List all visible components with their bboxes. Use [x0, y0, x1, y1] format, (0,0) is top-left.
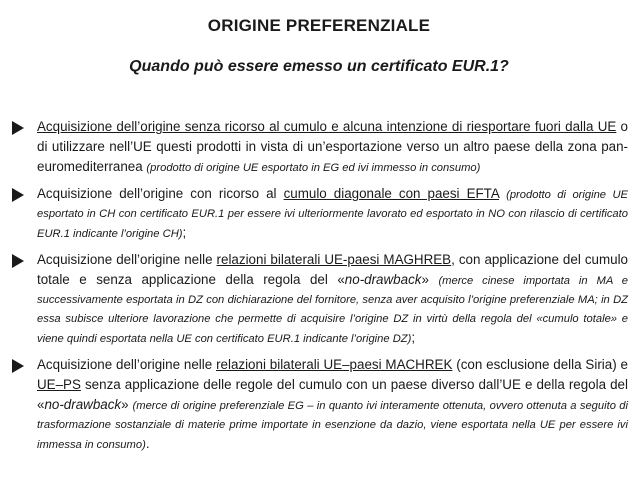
item-2-underlined-text: cumulo diagonale con paesi EFTA: [283, 186, 500, 201]
item-2-note: (prodotto di origine UE esportato in CH con certificato EUR.1 per essere ivi ulteriormente lavorato ed esportato in NO con rilascio di certificato EUR.1 indicante l’origine CH): [37, 189, 628, 240]
item-4-italic-term: no-drawback: [44, 397, 122, 412]
item-4-end: .: [145, 436, 150, 451]
arrow-right-icon: [12, 121, 24, 135]
bullet-item-3: [10, 250, 628, 348]
item-3-text-2: , con applicazione del cumulo totale e senza applicazione della regola del «: [37, 252, 628, 287]
arrow-right-icon: [12, 254, 24, 268]
bullet-item-4: [10, 355, 628, 454]
item-1-note: (prodotto di origine UE esportato in EG ed ivi immesso in consumo): [146, 162, 481, 174]
item-3-end: ;: [411, 330, 416, 345]
bullet-item-2: [10, 184, 628, 243]
item-2-text: Acquisizione dell’origine con ricorso al: [37, 186, 284, 201]
item-4-text: Acquisizione dell’origine nelle: [37, 357, 217, 372]
item-3-note: (merce cinese importata in MA e successivamente esportata in DZ con dichiarazione del fornitore, senza aver acquisito l’origine preferenziale MA; in DZ essa subisce ulteriore lavorazione che permette di acquisire l’origine DZ in virtù della regola del «cumulo totale» e viene quindi esportata nella UE con certificato EUR.1 indicante l’origine DZ): [37, 275, 629, 345]
item-2-end: ;: [182, 225, 187, 240]
item-4-text-3: senza applicazione delle regole del cumulo con un paese diverso dall’UE e della regola del «: [37, 377, 628, 412]
arrow-right-icon: [12, 188, 24, 202]
item-4-note: (merce di origine preferenziale EG – in quanto ivi interamente ottenuta, ovvero ottenuta a seguito di trasformazione sostanziale di materie prime importate in esenzione da dazio, viene esportata nella UE per essere ivi immessa in consumo): [37, 400, 628, 451]
item-3-italic-term: no-drawback: [344, 272, 422, 287]
item-4-underlined-text-2: UE–PS: [37, 377, 81, 392]
bullet-list: [10, 117, 628, 461]
item-3-text-3: »: [421, 272, 439, 287]
item-4-text-2: (con esclusione della Siria) e: [452, 357, 628, 372]
item-1-underlined-text: Acquisizione dell’origine senza ricorso al cumulo e alcuna intenzione di riesportare fuori dalla UE: [37, 119, 617, 134]
item-4-text-4: »: [121, 397, 133, 412]
arrow-right-icon: [12, 359, 24, 373]
item-1-text: o di utilizzare nell’UE questi prodotti in vista di un’esportazione verso un altro paese della zona pan-euromediterranea: [37, 119, 628, 174]
item-4-underlined-text: relazioni bilaterali UE–paesi MACHREK: [216, 357, 453, 372]
slide-title: ORIGINE PREFERENZIALE: [207, 16, 431, 35]
slide-subtitle: Quando può essere emesso un certificato EUR.1?: [129, 58, 509, 75]
bullet-item-1: [10, 117, 628, 177]
item-3-underlined-text: relazioni bilaterali UE-paesi MAGHREB: [216, 252, 452, 267]
item-3-text: Acquisizione dell’origine nelle: [37, 252, 217, 267]
